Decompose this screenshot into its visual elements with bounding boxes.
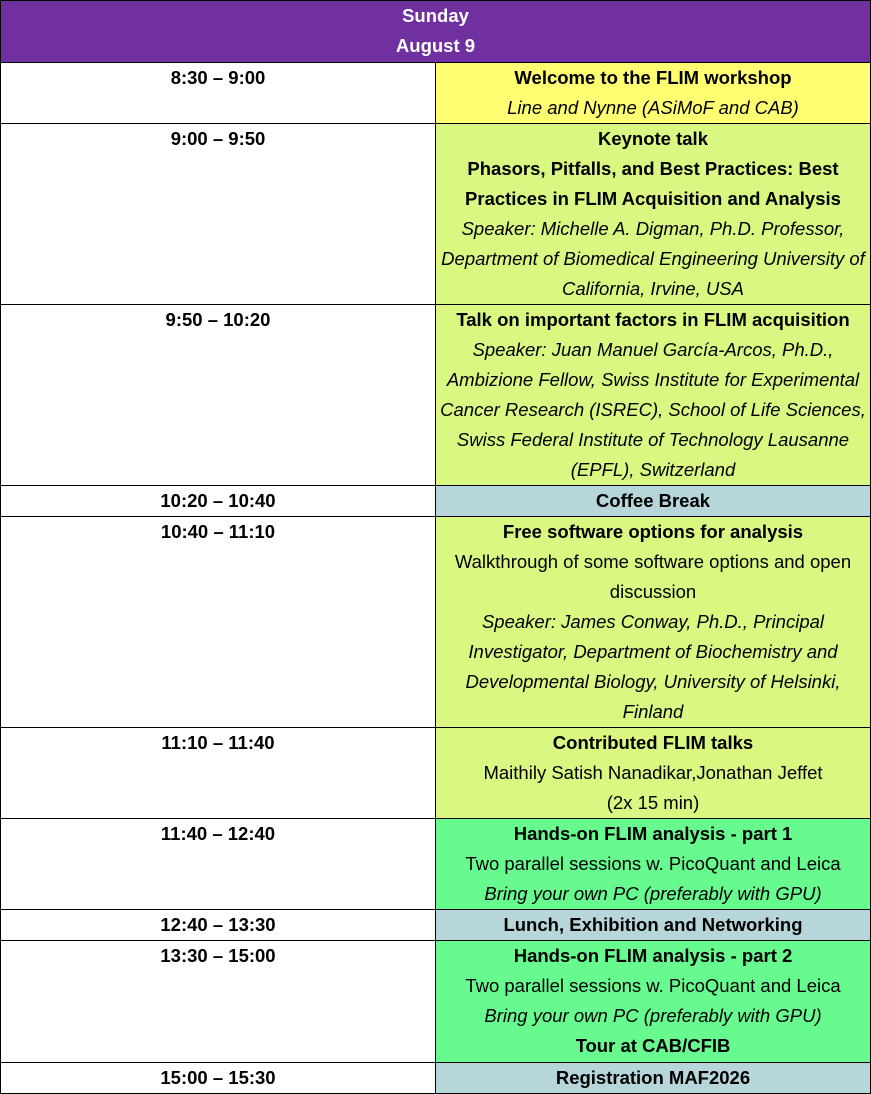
schedule-row — [1, 910, 871, 941]
time-label: 15:00 – 15:30 — [160, 1067, 276, 1088]
day-header — [1, 1, 871, 63]
time-label: 9:50 – 10:20 — [165, 309, 271, 330]
schedule-row — [1, 517, 871, 728]
time-slot — [1, 305, 436, 486]
schedule-row — [1, 941, 871, 1063]
time-slot — [1, 517, 436, 728]
event-detail: Walkthrough of some software options and open discussion — [454, 551, 852, 602]
event-cell — [436, 819, 871, 910]
event-speaker: Speaker: James Conway, Ph.D., Principal Investigator, Department of Biochemistry and Developmental Biology, University of Helsinki, Finland — [465, 611, 841, 722]
time-label: 8:30 – 9:00 — [170, 67, 266, 88]
event-cell — [436, 124, 871, 305]
event-cell — [436, 941, 871, 1063]
event-cell — [436, 63, 871, 124]
schedule-row — [1, 486, 871, 517]
time-label: 11:10 – 11:40 — [161, 732, 275, 753]
schedule-row — [1, 1063, 871, 1094]
event-cell — [436, 517, 871, 728]
event-detail: (2x 15 min) — [606, 792, 700, 813]
event-title: Registration MAF2026 — [555, 1067, 751, 1088]
time-slot — [1, 63, 436, 124]
schedule-row — [1, 124, 871, 305]
time-slot — [1, 124, 436, 305]
event-title: Talk on important factors in FLIM acquisition — [456, 309, 850, 330]
event-title: Lunch, Exhibition and Networking — [503, 914, 803, 935]
event-title: Tour at CAB/CFIB — [575, 1035, 731, 1056]
time-slot — [1, 728, 436, 819]
event-detail: Two parallel sessions w. PicoQuant and Leica — [465, 853, 841, 874]
event-detail: Maithily Satish Nanadikar,Jonathan Jeffet — [483, 762, 823, 783]
date-label: August 9 — [395, 35, 476, 56]
time-label: 9:00 – 9:50 — [170, 128, 266, 149]
schedule-row — [1, 728, 871, 819]
event-cell — [436, 728, 871, 819]
day-label: Sunday — [402, 5, 469, 26]
time-slot — [1, 941, 436, 1063]
time-slot — [1, 486, 436, 517]
time-label: 12:40 – 13:30 — [160, 914, 276, 935]
event-title: Free software options for analysis — [502, 521, 804, 542]
event-title: Welcome to the FLIM workshop — [514, 67, 792, 88]
event-title: Hands-on FLIM analysis - part 1 — [513, 823, 793, 844]
time-label: 10:20 – 10:40 — [160, 490, 276, 511]
event-title: Keynote talk — [597, 128, 708, 149]
time-slot — [1, 910, 436, 941]
event-speaker: Bring your own PC (preferably with GPU) — [484, 883, 822, 904]
event-cell — [436, 1063, 871, 1094]
event-speaker: Bring your own PC (preferably with GPU) — [484, 1005, 822, 1026]
time-slot — [1, 819, 436, 910]
event-title: Coffee Break — [595, 490, 711, 511]
time-label: 13:30 – 15:00 — [160, 945, 276, 966]
event-cell — [436, 305, 871, 486]
event-title: Phasors, Pitfalls, and Best Practices: Best Practices in FLIM Acquisition and Analysis — [465, 158, 841, 209]
schedule-row — [1, 63, 871, 124]
schedule-row — [1, 819, 871, 910]
event-detail: Two parallel sessions w. PicoQuant and Leica — [465, 975, 841, 996]
time-slot — [1, 1063, 436, 1094]
schedule-body — [1, 63, 871, 1094]
event-title: Hands-on FLIM analysis - part 2 — [513, 945, 793, 966]
event-speaker: Speaker: Juan Manuel García-Arcos, Ph.D., Ambizione Fellow, Swiss Institute for Experimental Cancer Research (ISREC), School of Life Sciences, Swiss Federal Institute of Technology Lausanne (EPFL), Switzerland — [440, 339, 866, 480]
event-speaker: Line and Nynne (ASiMoF and CAB) — [507, 97, 799, 118]
event-cell — [436, 910, 871, 941]
event-title: Contributed FLIM talks — [552, 732, 754, 753]
event-speaker: Speaker: Michelle A. Digman, Ph.D. Professor, Department of Biomedical Engineering University of California, Irvine, USA — [441, 218, 865, 299]
schedule-row — [1, 305, 871, 486]
event-cell — [436, 486, 871, 517]
time-label: 10:40 – 11:10 — [160, 521, 276, 542]
time-label: 11:40 – 12:40 — [160, 823, 276, 844]
